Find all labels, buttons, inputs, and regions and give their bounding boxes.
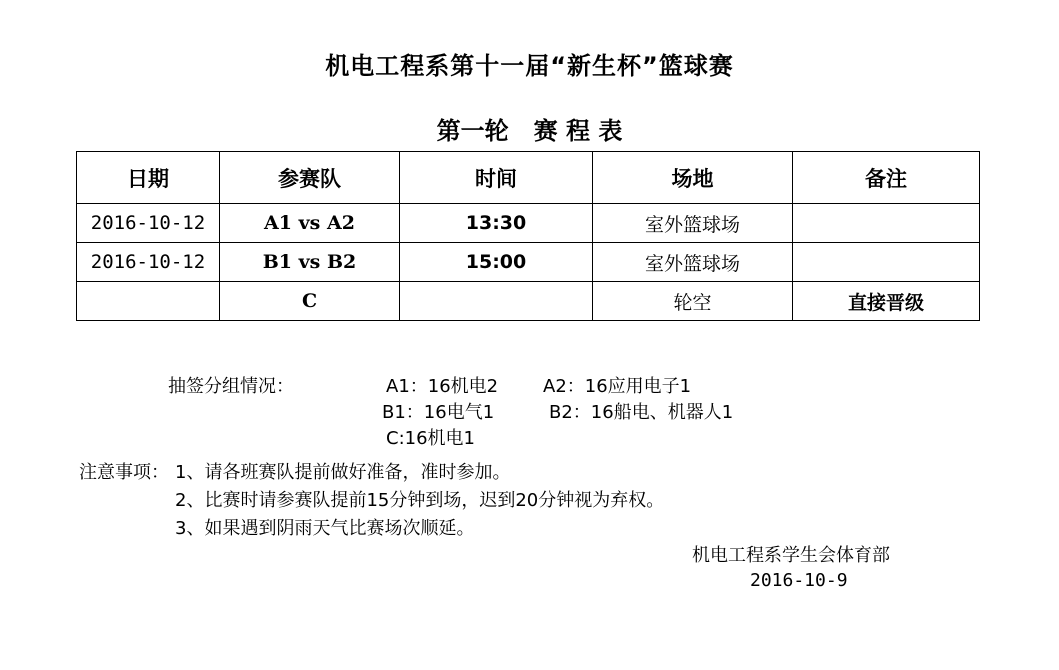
footer-org: 机电工程系学生会体育部: [692, 545, 890, 566]
cell-time: 15:00: [400, 243, 593, 282]
table-row: [77, 282, 980, 321]
note-item-2: 2、比赛时请参赛队提前15分钟到场，迟到20分钟视为弃权。: [175, 490, 665, 511]
table-header-row: [77, 152, 980, 204]
cell-date: 2016-10-12: [77, 204, 220, 243]
cell-teams: C: [220, 282, 400, 321]
cell-time: 13:30: [400, 204, 593, 243]
cell-date: 2016-10-12: [77, 243, 220, 282]
cell-time: [400, 282, 593, 321]
header-date: 日期: [77, 152, 220, 204]
footer-date: 2016-10-9: [750, 570, 848, 591]
note-item-1: 1、请各班赛队提前做好准备，准时参加。: [175, 462, 511, 483]
draw-a1: A1：16机电2: [386, 376, 499, 397]
notes-label: 注意事项：: [79, 462, 169, 483]
cell-teams: B1 vs B2: [220, 243, 400, 282]
document-subtitle: 第一轮 赛 程 表: [436, 117, 623, 145]
cell-teams: A1 vs A2: [220, 204, 400, 243]
draw-a2: A2：16应用电子1: [543, 376, 692, 397]
draw-label: 抽签分组情况：: [168, 376, 294, 397]
schedule-table: [76, 151, 980, 321]
draw-b1: B1：16电气1: [382, 402, 495, 423]
header-time: 时间: [400, 152, 593, 204]
cell-date: [77, 282, 220, 321]
cell-venue: 室外篮球场: [593, 243, 793, 282]
note-item-3: 3、如果遇到阴雨天气比赛场次顺延。: [175, 518, 475, 539]
cell-remarks: [793, 243, 980, 282]
cell-venue: 室外篮球场: [593, 204, 793, 243]
table-row: [77, 243, 980, 282]
cell-venue: 轮空: [593, 282, 793, 321]
draw-c: C:16机电1: [386, 428, 475, 449]
cell-remarks: 直接晋级: [793, 282, 980, 321]
document-title: 机电工程系第十一届“新生杯”篮球赛: [325, 52, 734, 80]
header-teams: 参赛队: [220, 152, 400, 204]
table-row: [77, 204, 980, 243]
header-remarks: 备注: [793, 152, 980, 204]
cell-remarks: [793, 204, 980, 243]
header-venue: 场地: [593, 152, 793, 204]
draw-b2: B2：16船电、机器人1: [549, 402, 734, 423]
